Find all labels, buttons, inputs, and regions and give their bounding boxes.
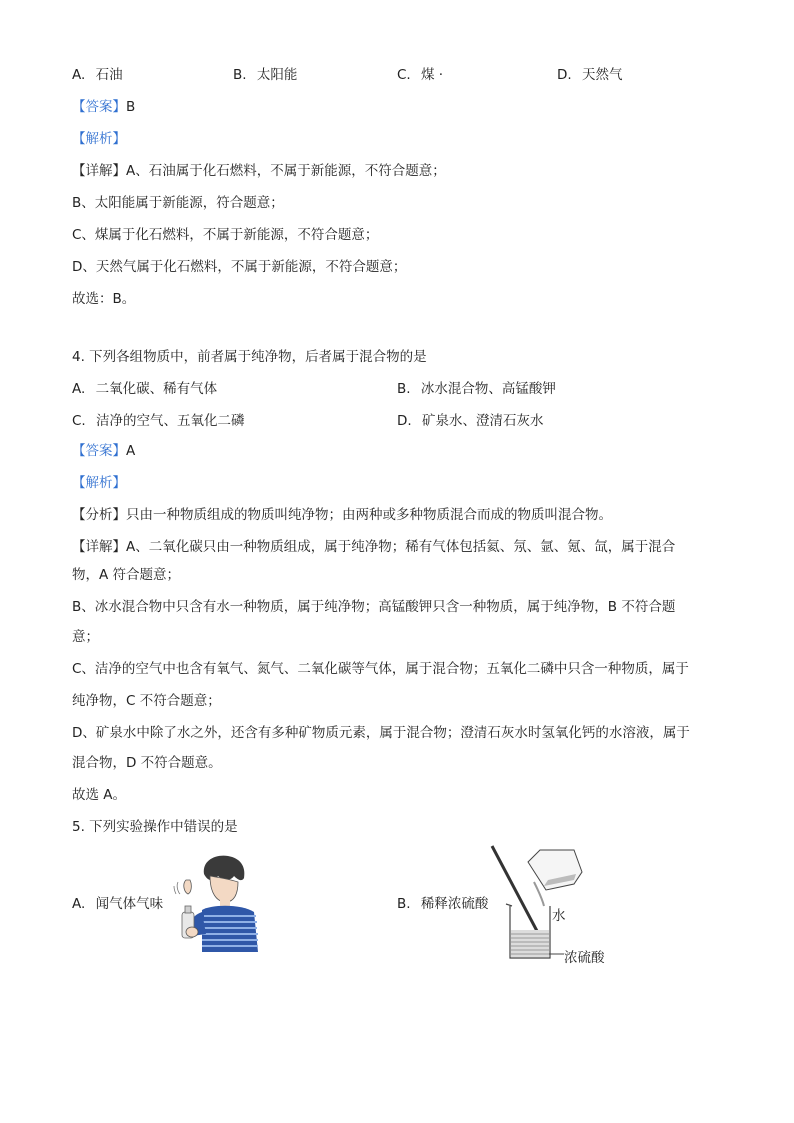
q4-answer: 【答案】A bbox=[72, 443, 136, 459]
q3-detail-line-3: C、煤属于化石燃料，不属于新能源，不符合题意； bbox=[72, 227, 379, 243]
analysis-tag: 【解析】 bbox=[72, 131, 126, 147]
q4-option-d: D. 矿泉水、澄清石灰水 bbox=[397, 413, 544, 429]
detail-tag: 【详解】 bbox=[72, 163, 126, 179]
q3-conclusion: 故选：B。 bbox=[72, 291, 136, 307]
q3-detail-line-2: B、太阳能属于新能源，符合题意； bbox=[72, 195, 284, 211]
q5-option-b: B. 稀释浓硫酸 bbox=[397, 896, 489, 912]
q3-option-b: B. 太阳能 bbox=[233, 67, 298, 83]
q4-stem: 4. 下列各组物质中，前者属于纯净物，后者属于混合物的是 bbox=[72, 349, 427, 365]
water-label: 水 bbox=[552, 908, 566, 924]
analysis-tag: 【解析】 bbox=[72, 475, 126, 491]
q4-detail-line-1: 【详解】A、二氧化碳只由一种物质组成，属于纯净物；稀有气体包括氦、氖、氩、氪、氙，属于混合 bbox=[72, 539, 676, 555]
q4-analysis-heading bbox=[72, 474, 126, 492]
answer-tag: 【答案】 bbox=[72, 443, 126, 459]
figure-dilute-acid bbox=[486, 842, 605, 967]
q4-option-c: C. 洁净的空气、五氧化二磷 bbox=[72, 413, 245, 429]
q4-option-a: A. 二氧化碳、稀有气体 bbox=[72, 381, 218, 397]
q4-detail-line-3: B、冰水混合物中只含有水一种物质，属于纯净物；高锰酸钾只含一种物质，属于纯净物，B 不符合题 bbox=[72, 599, 676, 615]
q3-option-a: A. 石油 bbox=[72, 67, 123, 83]
q5-stem: 5. 下列实验操作中错误的是 bbox=[72, 819, 238, 835]
q4-conclusion: 故选 A。 bbox=[72, 787, 127, 803]
q4-detail-line-5: C、洁净的空气中也含有氧气、氮气、二氧化碳等气体，属于混合物；五氧化二磷中只含一种物质，属于 bbox=[72, 661, 689, 677]
figure-smelling-gas bbox=[172, 852, 264, 958]
q3-option-d: D. 天然气 bbox=[557, 67, 623, 83]
q4-detail-line-7: D、矿泉水中除了水之外，还含有多种矿物质元素，属于混合物；澄清石灰水时氢氧化钙的水溶液，属于 bbox=[72, 725, 690, 741]
acid-label: 浓硫酸 bbox=[564, 950, 605, 966]
q4-analysis: 【分析】只由一种物质组成的物质叫纯净物；由两种或多种物质混合而成的物质叫混合物。 bbox=[72, 507, 612, 523]
q3-analysis-heading bbox=[72, 130, 126, 148]
q3-detail-line-1: 【详解】A、石油属于化石燃料，不属于新能源，不符合题意； bbox=[72, 163, 446, 179]
answer-tag: 【答案】 bbox=[72, 99, 126, 115]
q4-detail-line-6: 纯净物，C 不符合题意； bbox=[72, 693, 221, 709]
analysis-sub-tag: 【分析】 bbox=[72, 507, 126, 523]
q3-option-c: C. 煤 · bbox=[397, 67, 444, 83]
q3-answer: 【答案】B bbox=[72, 99, 136, 115]
detail-tag: 【详解】 bbox=[72, 539, 126, 555]
q4-detail-line-2: 物，A 符合题意； bbox=[72, 567, 181, 583]
q4-detail-line-8: 混合物，D 不符合题意。 bbox=[72, 755, 222, 771]
q5-option-a: A. 闻气体气味 bbox=[72, 896, 164, 912]
q3-detail-line-4: D、天然气属于化石燃料，不属于新能源，不符合题意； bbox=[72, 259, 407, 275]
q4-option-b: B. 冰水混合物、高锰酸钾 bbox=[397, 381, 556, 397]
q4-detail-line-4: 意； bbox=[72, 629, 99, 645]
